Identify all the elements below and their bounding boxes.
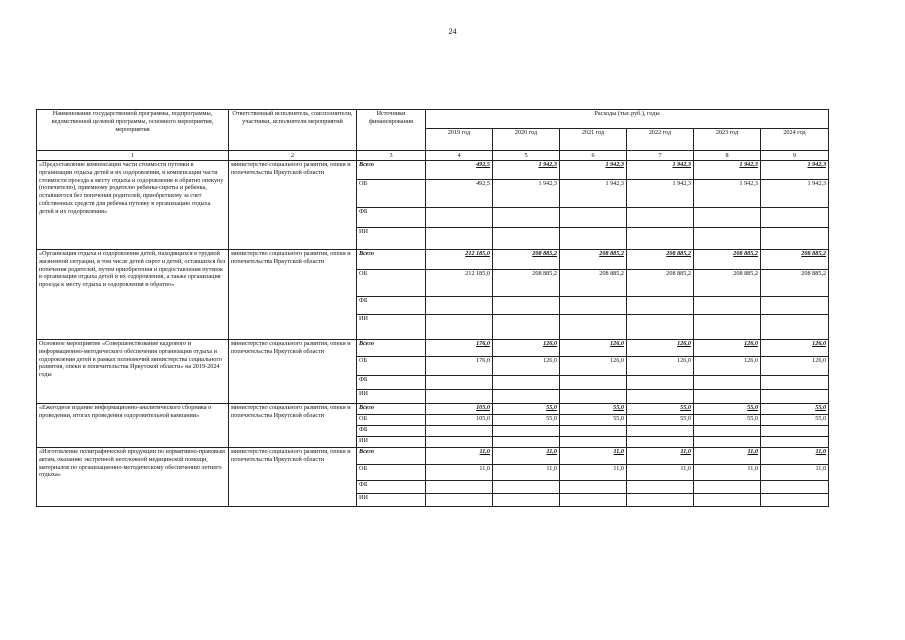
total-value: 208 885,2 (761, 250, 829, 270)
expense-value (761, 297, 829, 315)
expense-value: 11,0 (627, 465, 694, 481)
expense-value: 55,0 (560, 415, 627, 426)
expense-value (426, 376, 493, 390)
expense-value (426, 228, 493, 250)
funding-source: Всего (357, 404, 426, 415)
funding-source: ИИ (357, 437, 426, 448)
funding-source: ОБ (357, 465, 426, 481)
column-number: 8 (694, 151, 761, 161)
funding-source: ИИ (357, 494, 426, 507)
expense-value: 212 185,0 (426, 270, 493, 297)
expense-value (493, 426, 560, 437)
total-value: 208 885,2 (694, 250, 761, 270)
table-row (37, 404, 829, 415)
expense-value: 11,0 (560, 465, 627, 481)
expense-value (761, 315, 829, 340)
funding-source: ФБ (357, 297, 426, 315)
expense-value (493, 297, 560, 315)
expense-value: 1 942,3 (493, 180, 560, 208)
expense-value (426, 390, 493, 404)
expense-value: 11,0 (761, 465, 829, 481)
expense-value (426, 494, 493, 507)
expense-value: 1 942,3 (560, 180, 627, 208)
table-row (37, 340, 829, 357)
expense-value (560, 426, 627, 437)
expense-value: 126,0 (761, 357, 829, 376)
total-value: 126,0 (493, 340, 560, 357)
expense-value: 1 942,3 (761, 180, 829, 208)
expense-value (694, 228, 761, 250)
total-value: 208 885,2 (560, 250, 627, 270)
expense-value (627, 437, 694, 448)
header-executor: Ответственный исполнитель, соисполнители, участники, исполнители мероприятий (229, 110, 357, 151)
expense-value (694, 376, 761, 390)
expense-value: 105,0 (426, 415, 493, 426)
funding-source: ОБ (357, 180, 426, 208)
total-value: 1 942,3 (493, 161, 560, 180)
funding-source: ОБ (357, 270, 426, 297)
expense-value (493, 208, 560, 228)
expense-value: 126,0 (694, 357, 761, 376)
executor-name: министерство социального развития, опеки и попечительства Иркутской области (229, 161, 357, 250)
expense-value (627, 481, 694, 494)
column-number-row (37, 151, 829, 161)
expense-value: 176,0 (426, 357, 493, 376)
total-value: 176,0 (426, 340, 493, 357)
activity-name: «Предоставление компенсации части стоимости путевки в организации отдыха детей и их оздоровления, и компенсации части стоимости проезда к месту отдыха и оздоровления и обратно опекуну (попечителю), приемному родителю ребенка-сироты и ребенка, оставшегося без попечения родителей, приобретшему за счет собственных средств для ребенка путевку в организацию отдыха детей и их оздоровления» (37, 161, 229, 250)
funding-source: ИИ (357, 390, 426, 404)
total-value: 1 942,3 (694, 161, 761, 180)
total-value: 11,0 (627, 448, 694, 465)
expense-value: 126,0 (493, 357, 560, 376)
column-number: 5 (493, 151, 560, 161)
total-value: 492,5 (426, 161, 493, 180)
expense-value (694, 437, 761, 448)
expense-value (761, 426, 829, 437)
executor-name: министерство социального развития, опеки и попечительства Иркутской области (229, 250, 357, 340)
table-body (37, 161, 829, 507)
header-year: 2023 год (694, 129, 761, 151)
expense-value (627, 297, 694, 315)
expense-value (560, 297, 627, 315)
expense-value (493, 390, 560, 404)
total-value: 126,0 (560, 340, 627, 357)
expense-value (761, 437, 829, 448)
funding-source: ФБ (357, 426, 426, 437)
funding-source: ОБ (357, 415, 426, 426)
budget-table (36, 109, 829, 507)
total-value: 55,0 (627, 404, 694, 415)
column-number: 4 (426, 151, 493, 161)
expense-value (694, 315, 761, 340)
expense-value: 208 885,2 (560, 270, 627, 297)
column-number: 2 (229, 151, 357, 161)
expense-value (694, 426, 761, 437)
expense-value (560, 376, 627, 390)
expense-value: 55,0 (761, 415, 829, 426)
expense-value (560, 208, 627, 228)
table-row (37, 448, 829, 465)
expense-value (627, 376, 694, 390)
expense-value (493, 376, 560, 390)
total-value: 11,0 (426, 448, 493, 465)
executor-name: министерство социального развития, опеки и попечительства Иркутской области (229, 340, 357, 404)
expense-value (560, 494, 627, 507)
expense-value (426, 481, 493, 494)
expense-value (761, 390, 829, 404)
table-header (37, 110, 829, 161)
expense-value (761, 208, 829, 228)
expense-value (761, 228, 829, 250)
total-value: 55,0 (493, 404, 560, 415)
total-value: 1 942,3 (560, 161, 627, 180)
total-value: 11,0 (493, 448, 560, 465)
total-value: 105,0 (426, 404, 493, 415)
expense-value (560, 437, 627, 448)
header-name: Наименование государственной программы, подпрограммы, ведомственной целевой программы, основного мероприятия, мероприятия (37, 110, 229, 151)
expense-value: 208 885,2 (493, 270, 560, 297)
expense-value (761, 376, 829, 390)
column-number: 7 (627, 151, 694, 161)
expense-value (426, 315, 493, 340)
expense-value (627, 426, 694, 437)
header-expenses: Расходы (тыс.руб.), годы (426, 110, 829, 129)
expense-value (560, 315, 627, 340)
funding-source: Всего (357, 340, 426, 357)
funding-source: ОБ (357, 357, 426, 376)
expense-value: 55,0 (627, 415, 694, 426)
total-value: 55,0 (560, 404, 627, 415)
table-row (37, 161, 829, 180)
page-number: 24 (448, 27, 457, 36)
expense-value (560, 228, 627, 250)
expense-value: 208 885,2 (694, 270, 761, 297)
column-number: 1 (37, 151, 229, 161)
header-year: 2024 год (761, 129, 829, 151)
expense-value: 11,0 (426, 465, 493, 481)
total-value: 55,0 (761, 404, 829, 415)
expense-value: 208 885,2 (627, 270, 694, 297)
expense-value (426, 297, 493, 315)
total-value: 126,0 (694, 340, 761, 357)
expense-value: 55,0 (694, 415, 761, 426)
expense-value: 126,0 (627, 357, 694, 376)
executor-name: министерство социального развития, опеки и попечительства Иркутской области (229, 448, 357, 507)
expense-value (493, 481, 560, 494)
expense-value (761, 481, 829, 494)
column-number: 9 (761, 151, 829, 161)
activity-name: «Изготовление полиграфической продукции по нормативно-правовым актам, оказанию экстренной неотложной медицинской помощи, материалов по организационно-методическому обеспечению летнего отдыха» (37, 448, 229, 507)
header-year: 2022 год (627, 129, 694, 151)
expense-value: 492,5 (426, 180, 493, 208)
expense-value (694, 481, 761, 494)
expense-value (761, 494, 829, 507)
expense-value: 126,0 (560, 357, 627, 376)
expense-value (694, 390, 761, 404)
header-source: Источники финансирования (357, 110, 426, 151)
header-year: 2019 год (426, 129, 493, 151)
total-value: 208 885,2 (493, 250, 560, 270)
expense-value (694, 208, 761, 228)
expense-value (560, 390, 627, 404)
column-number: 3 (357, 151, 426, 161)
funding-source: ИИ (357, 228, 426, 250)
header-year: 2021 год (560, 129, 627, 151)
total-value: 1 942,3 (627, 161, 694, 180)
expense-value (493, 315, 560, 340)
expense-value (627, 208, 694, 228)
funding-source: ФБ (357, 376, 426, 390)
funding-source: ИИ (357, 315, 426, 340)
expense-value (426, 426, 493, 437)
expense-value: 55,0 (493, 415, 560, 426)
total-value: 11,0 (694, 448, 761, 465)
total-value: 126,0 (627, 340, 694, 357)
expense-value: 1 942,3 (694, 180, 761, 208)
expense-value (627, 390, 694, 404)
expense-value (627, 315, 694, 340)
expense-value (627, 494, 694, 507)
total-value: 55,0 (694, 404, 761, 415)
expense-value (493, 494, 560, 507)
activity-name: «Ежегодное издание информационно-аналитического сборника о проведении, итогах проведения оздоровительной кампании» (37, 404, 229, 448)
expense-value (493, 437, 560, 448)
header-year: 2020 год (493, 129, 560, 151)
expense-value: 11,0 (694, 465, 761, 481)
expense-value: 1 942,3 (627, 180, 694, 208)
funding-source: Всего (357, 448, 426, 465)
expense-value (560, 481, 627, 494)
expense-value (493, 228, 560, 250)
expense-value (627, 228, 694, 250)
funding-source: ФБ (357, 481, 426, 494)
expense-value: 11,0 (493, 465, 560, 481)
total-value: 1 942,3 (761, 161, 829, 180)
funding-source: Всего (357, 161, 426, 180)
total-value: 126,0 (761, 340, 829, 357)
expense-value (426, 437, 493, 448)
total-value: 212 185,0 (426, 250, 493, 270)
funding-source: Всего (357, 250, 426, 270)
total-value: 208 885,2 (627, 250, 694, 270)
executor-name: министерство социального развития, опеки и попечительства Иркутской области (229, 404, 357, 448)
column-number: 6 (560, 151, 627, 161)
activity-name: Основное мероприятие «Совершенствование кадрового и информационно-методического обеспечения организации отдыха и оздоровления детей в рамках полномочий министерства социального развития, опеки и попечительства Иркутской области» на 2019-2024 годы (37, 340, 229, 404)
table-row (37, 250, 829, 270)
expense-value (426, 208, 493, 228)
total-value: 11,0 (761, 448, 829, 465)
activity-name: «Организация отдыха и оздоровления детей, находящихся в трудной жизненной ситуации, в том числе детей сирот и детей, оставшихся без попечения родителей, путем приобретения и предоставления путевок в организации отдыха детей и их оздоровления, а также организация проезда к месту отдыха и оздоровления и обратно» (37, 250, 229, 340)
funding-source: ФБ (357, 208, 426, 228)
expense-value: 208 885,2 (761, 270, 829, 297)
expense-value (694, 494, 761, 507)
total-value: 11,0 (560, 448, 627, 465)
expense-value (694, 297, 761, 315)
